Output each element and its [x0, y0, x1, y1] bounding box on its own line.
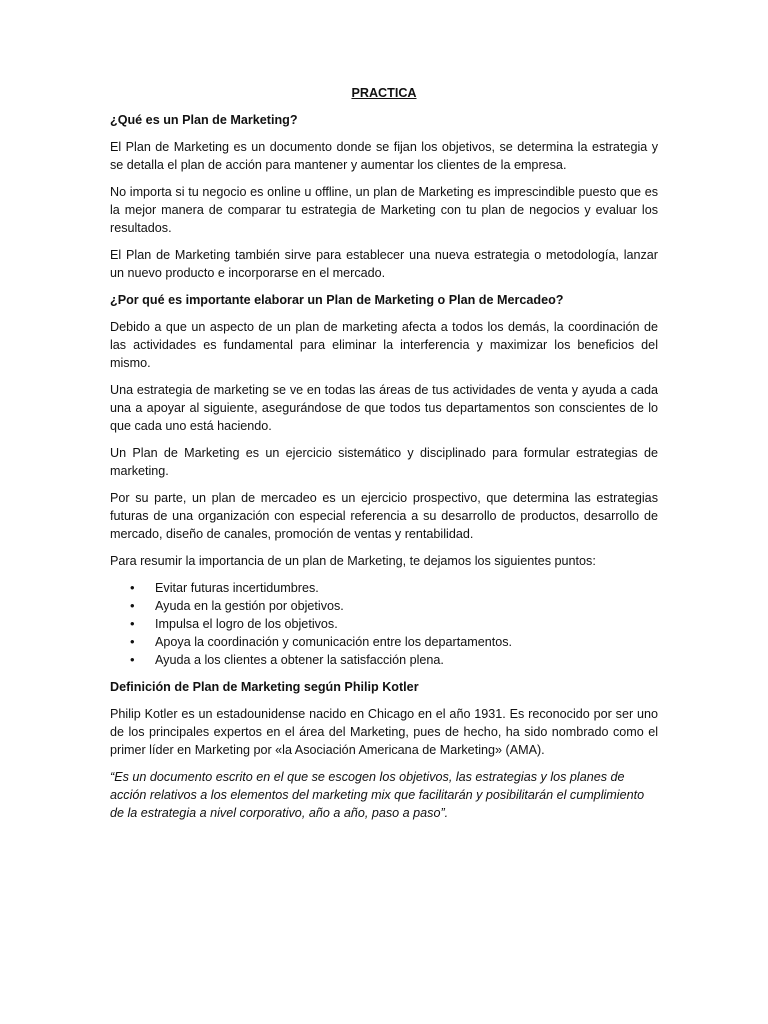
list-item-text: Ayuda a los clientes a obtener la satisfacción plena.: [155, 653, 444, 667]
kotler-quote: “Es un documento escrito en el que se escogen los objetivos, las estrategias y los planes de acción relativos a los elementos del marketing mix que facilitarán y posibilitarán el cumplimiento de la estrategia a nivel corporativo, año a año, paso a paso”.: [110, 770, 645, 820]
paragraph-definition: El Plan de Marketing es un documento donde se fijan los objetivos, se determina la estrategia y se detalla el plan de acción para mantener y aumentar los clientes de la empresa.: [110, 140, 658, 172]
heading-why-important: ¿Por qué es importante elaborar un Plan de Marketing o Plan de Mercadeo?: [110, 293, 564, 307]
bullet-icon: •: [130, 616, 135, 631]
bullet-icon: •: [130, 598, 135, 613]
paragraph-sales-areas: Una estrategia de marketing se ve en todas las áreas de tus actividades de venta y ayuda a cada una a apoyar al siguiente, asegurándose de que todos tus departamentos son conscientes de lo que cada uno está haciendo.: [110, 383, 658, 433]
bullet-icon: •: [130, 580, 135, 595]
paragraph-systematic-exercise: Un Plan de Marketing es un ejercicio sistemático y disciplinado para formular estrategias de marketing.: [110, 446, 658, 478]
list-item-text: Impulsa el logro de los objetivos.: [155, 617, 338, 631]
list-item-text: Evitar futuras incertidumbres.: [155, 581, 319, 595]
bullet-icon: •: [130, 634, 135, 649]
list-item: [110, 651, 658, 669]
document-title: PRACTICA: [351, 86, 417, 100]
paragraph-kotler-bio: Philip Kotler es un estadounidense nacido en Chicago en el año 1931. Es reconocido por ser uno de los principales expertos en el área del Marketing, pues de hecho, ha sido nombrado como el primer líder en Marketing por «la Asociación Americana de Marketing» (AMA).: [110, 707, 658, 757]
list-item: [110, 633, 658, 651]
list-item: [110, 579, 658, 597]
heading-what-is: ¿Qué es un Plan de Marketing?: [110, 113, 298, 127]
heading-kotler-definition: Definición de Plan de Marketing según Philip Kotler: [110, 680, 419, 694]
bullet-icon: •: [130, 652, 135, 667]
list-item-text: Ayuda en la gestión por objetivos.: [155, 599, 344, 613]
importance-bullet-list: [110, 579, 658, 669]
paragraph-new-strategy: El Plan de Marketing también sirve para establecer una nueva estrategia o metodología, lanzar un nuevo producto e incorporarse en el mercado.: [110, 248, 658, 280]
list-item-text: Apoya la coordinación y comunicación entre los departamentos.: [155, 635, 513, 649]
document-page: [110, 84, 658, 822]
paragraph-prospective-exercise: Por su parte, un plan de mercadeo es un ejercicio prospectivo, que determina las estrategias futuras de una organización con especial referencia a su desarrollo de productos, desarrollo de mercado, diseño de canales, promoción de ventas y rentabilidad.: [110, 491, 658, 541]
paragraph-summary-intro: Para resumir la importancia de un plan de Marketing, te dejamos los siguientes puntos:: [110, 554, 596, 568]
paragraph-coordination: Debido a que un aspecto de un plan de marketing afecta a todos los demás, la coordinación de las actividades es fundamental para eliminar la interferencia y maximizar los beneficios del mismo.: [110, 320, 658, 370]
list-item: [110, 597, 658, 615]
paragraph-online-offline: No importa si tu negocio es online u offline, un plan de Marketing es imprescindible puesto que es la mejor manera de comparar tu estrategia de Marketing con tu plan de negocios y evaluar los resultados.: [110, 185, 658, 235]
list-item: [110, 615, 658, 633]
